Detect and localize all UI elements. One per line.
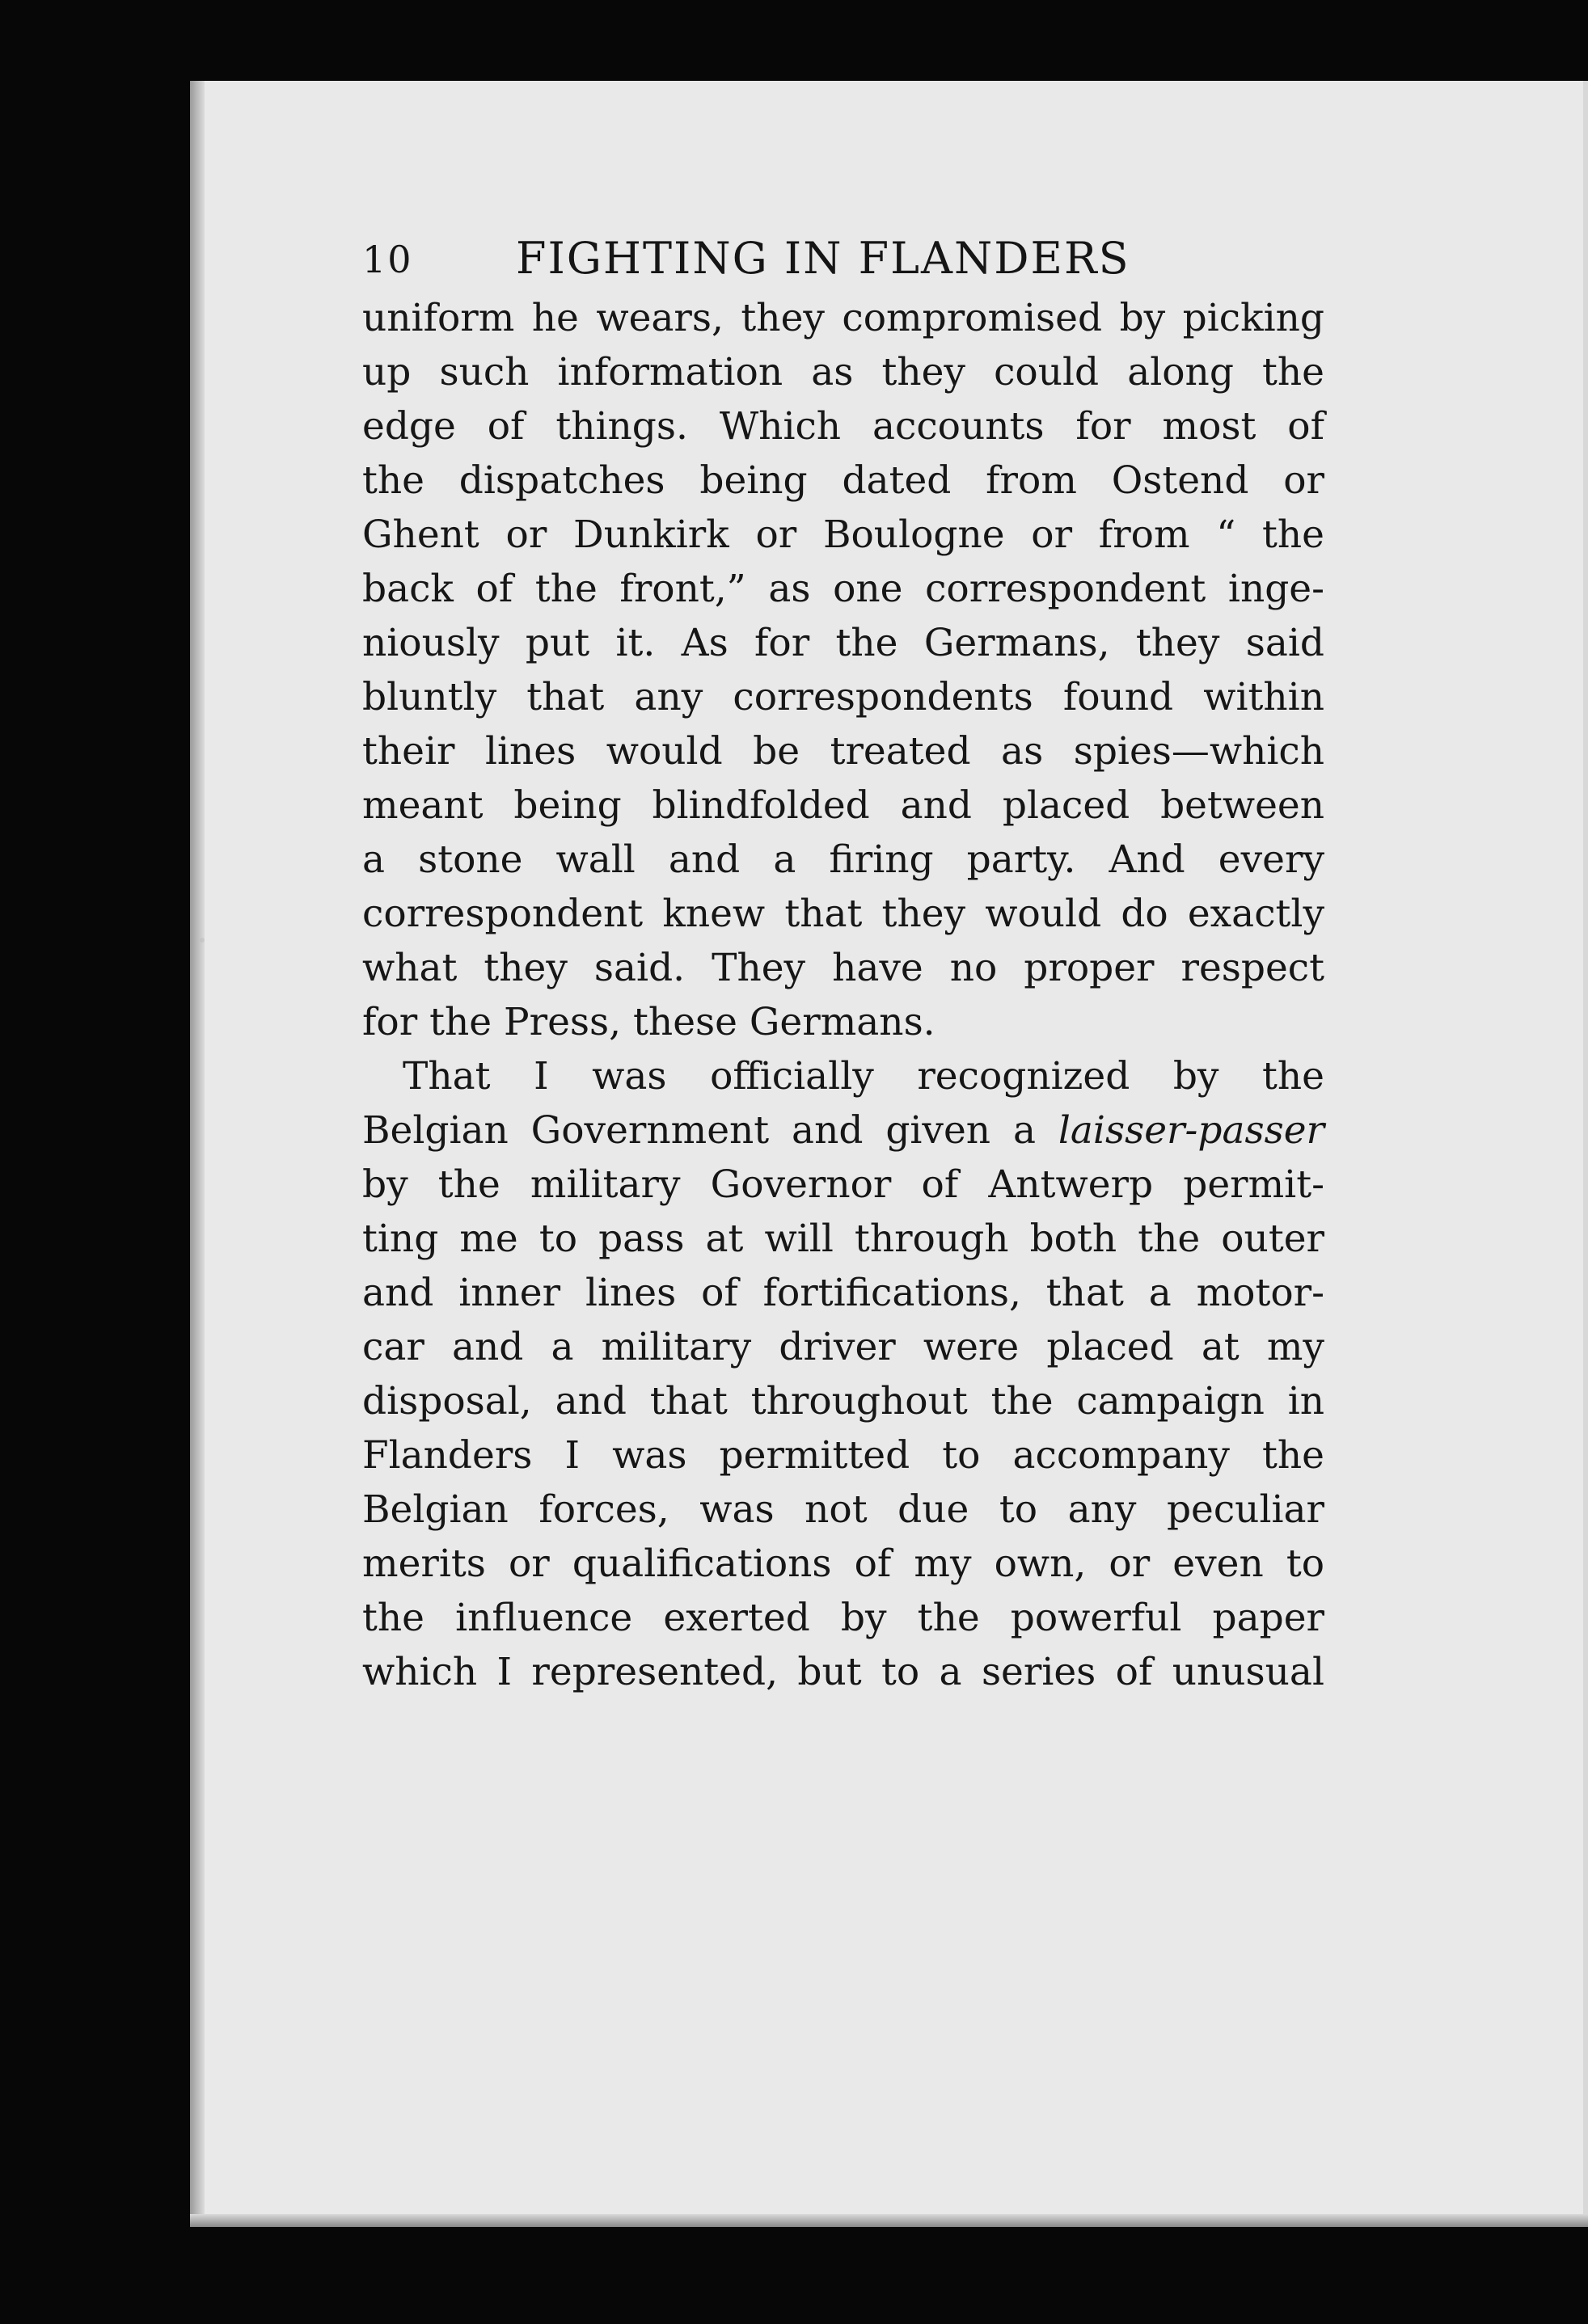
book-title: FIGHTING IN FLANDERS — [516, 233, 1130, 284]
text-line: Ghent or Dunkirk or Boulogne or from “ the — [362, 512, 1324, 557]
paper-speck — [200, 938, 205, 943]
text-fragment: Belgian Government and given a — [362, 1108, 1058, 1153]
text-line: for the Press, these Germans. — [362, 1000, 935, 1044]
text-line: Belgian forces, was not due to any peculiar — [362, 1487, 1324, 1532]
text-line: the dispatches being dated from Ostend or — [362, 458, 1324, 503]
text-line: and inner lines of fortifications, that a motor- — [362, 1271, 1324, 1315]
text-line: the influence exerted by the powerful paper — [362, 1596, 1324, 1640]
text-line: bluntly that any correspondents found within — [362, 675, 1324, 719]
text-line: their lines would be treated as spies—which — [362, 729, 1324, 774]
running-head — [362, 226, 1332, 291]
text-line: correspondent knew that they would do exactly — [362, 892, 1324, 936]
page-number: 10 — [362, 238, 413, 281]
text-line: ting me to pass at will through both the outer — [362, 1217, 1324, 1261]
text-line — [362, 1103, 1324, 1158]
paragraph-1 — [362, 291, 1324, 1049]
text-line: meant being blindfolded and placed between — [362, 783, 1324, 828]
text-line: Flanders I was permitted to accompany the — [362, 1433, 1324, 1478]
text-line: a stone wall and a firing party. And every — [362, 837, 1324, 882]
italic-phrase: laisser-passer — [1058, 1108, 1324, 1153]
text-line: uniform he wears, they compromised by picking — [362, 296, 1324, 340]
text-line: what they said. They have no proper respect — [362, 946, 1324, 990]
text-line: up such information as they could along the — [362, 350, 1324, 394]
text-line: niously put it. As for the Germans, they said — [362, 621, 1324, 665]
text-line: back of the front,” as one correspondent inge- — [362, 567, 1324, 611]
text-line: edge of things. Which accounts for most of — [362, 404, 1324, 449]
text-line: which I represented, but to a series of unusual — [362, 1650, 1324, 1694]
page-bottom-edge — [190, 2214, 1588, 2227]
text-line: That I was officially recognized by the — [403, 1054, 1324, 1099]
text-line: car and a military driver were placed at my — [362, 1325, 1324, 1369]
paragraph-2 — [362, 1049, 1324, 1699]
body-text — [362, 291, 1324, 1699]
text-line: merits or qualifications of my own, or even to — [362, 1542, 1324, 1586]
text-line: disposal, and that throughout the campaign in — [362, 1379, 1324, 1424]
text-line: by the military Governor of Antwerp permit- — [362, 1162, 1324, 1207]
page-left-edge — [190, 81, 205, 2227]
